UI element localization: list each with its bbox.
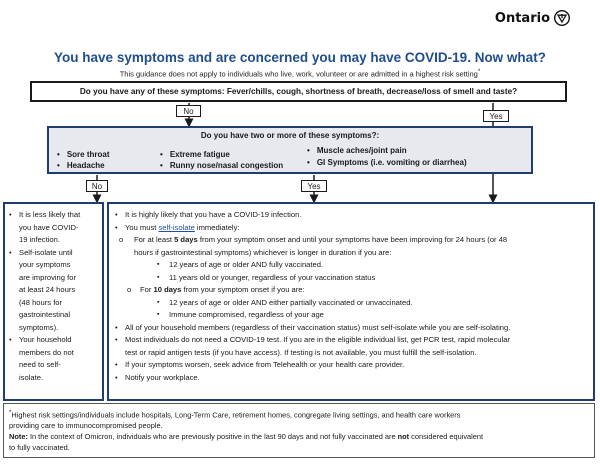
label-yes-q1: Yes (483, 110, 509, 122)
text-line: Self-isolate until (19, 247, 73, 257)
self-isolate-link[interactable]: self-isolate (158, 222, 195, 232)
text-line: Your household (19, 335, 72, 344)
outcome-line: • If your symptoms worsen, seek advice from Telehealth or your health care provider. (115, 359, 587, 372)
outcome-line (115, 234, 587, 247)
text-fragment: You must (125, 222, 159, 232)
outcome-line: ▪ Immune compromised, regardless of your age (115, 309, 587, 322)
question-main-symptoms: Do you have any of these symptoms: Fever/chills, cough, shortness of breath, decrease/loss of smell and taste? (30, 81, 567, 102)
footnote-note (9, 431, 589, 453)
text-fragment: providing care to immunocompromised people. (9, 421, 163, 431)
symptom-item: • Sore throat (57, 150, 109, 159)
footnote-settings (9, 407, 589, 431)
outcome-line (115, 284, 587, 297)
text-fragment: from your symptom onset and until your symptoms have been improving for 24 hours (or 48 (197, 235, 508, 244)
outcome-less-likely (3, 202, 104, 401)
note-label: Note: (9, 432, 28, 442)
text-fragment: considered equivalent (409, 432, 484, 442)
text-line: 19 infection. (19, 235, 60, 244)
outcome-line: • All of your household members (regardless of their vaccination status) must self-isolate while you are self-isolating. (115, 322, 587, 335)
text-emphasis: not (397, 432, 410, 442)
subtitle (0, 68, 600, 79)
outcome-bullet (9, 247, 99, 335)
text-fragment: to fully vaccinated. (9, 443, 70, 453)
label-no-q2: No (86, 180, 108, 192)
question-secondary-title: Do you have two or more of these symptoms?: (200, 131, 380, 140)
symptom-item: • Muscle aches/joint pain (307, 146, 407, 155)
outcome-line: • Notify your workplace. (115, 372, 587, 385)
text-line: members do not (19, 347, 74, 357)
label-no-q1: No (176, 105, 201, 117)
outcome-line: ▪ 11 years old or younger, regardless of your vaccination status (115, 272, 587, 285)
symptom-item: • Headache (57, 161, 105, 170)
text-line: (48 hours for (19, 297, 63, 307)
text-fragment: In the context of Omicron, individuals who are previously positive in the last 90 days and not fully vaccinated are (27, 432, 398, 442)
text-emphasis: 10 days (153, 285, 182, 294)
label-yes-q2: Yes (301, 180, 327, 192)
text-line: isolate. (19, 372, 44, 382)
text-fragment: Highest risk settings/individuals include hospitals, Long-Term Care, retirement homes, congregate living settings, and health care workers (11, 410, 461, 420)
question-secondary-symptoms (47, 126, 533, 174)
text-line: are improving for (19, 272, 76, 282)
text-fragment: For (140, 285, 154, 294)
page-title: You have symptoms and are concerned you may have COVID-19. Now what? (54, 50, 546, 65)
text-emphasis: 5 days (174, 235, 198, 244)
footnote-mark: * (9, 409, 12, 416)
outcome-bullet (9, 334, 99, 384)
symptom-item: • Extreme fatigue (160, 150, 230, 159)
text-fragment: from your symptom onset if you are: (181, 285, 305, 294)
symptom-item: • GI Symptoms (i.e. vomiting or diarrhea) (307, 158, 467, 167)
outcome-highly-likely (107, 202, 595, 401)
outcome-line: hours if gastrointestinal symptoms) whichever is longer in duration if you are: (134, 247, 392, 257)
outcome-line (115, 222, 587, 235)
text-line: at least 24 hours (19, 285, 76, 294)
outcome-line: test or rapid antigen tests (if you have access). If testing is not available, you must fulfill the self-isolation. (125, 347, 477, 357)
text-line: your symptoms (19, 260, 71, 269)
logo-text: Ontario (494, 10, 550, 26)
outcome-line: ▪ 12 years of age or older AND either partially vaccinated or unvaccinated. (115, 297, 587, 310)
outcome-line: • Most individuals do not need a COVID-19 test. If you are in the eligible individual list, get PCR test, rapid molecular (115, 334, 587, 347)
outcome-line: • It is highly likely that you have a COVID-19 infection. (115, 209, 587, 222)
subtitle-footnote-mark: * (477, 68, 481, 75)
text-line: symptoms). (19, 322, 59, 332)
text-fragment: For at least (134, 235, 175, 244)
text-fragment: immediately: (194, 222, 240, 232)
footnote-box (3, 403, 595, 458)
text-line: gastrointestinal (19, 310, 71, 319)
ontario-logo (495, 10, 570, 26)
text-line: you have COVID- (19, 222, 79, 232)
outcome-bullet (9, 209, 99, 247)
text-line: It is less likely that (19, 210, 81, 219)
ontario-trillium-icon (554, 10, 570, 26)
subtitle-text: This guidance does not apply to individuals who live, work, volunteer or are admitted in a highest risk setting (119, 69, 478, 79)
text-line: need to self- (19, 360, 61, 369)
outcome-line: ▪ 12 years of age or older AND fully vaccinated. (115, 259, 587, 272)
symptom-item: • Runny nose/nasal congestion (160, 161, 283, 170)
